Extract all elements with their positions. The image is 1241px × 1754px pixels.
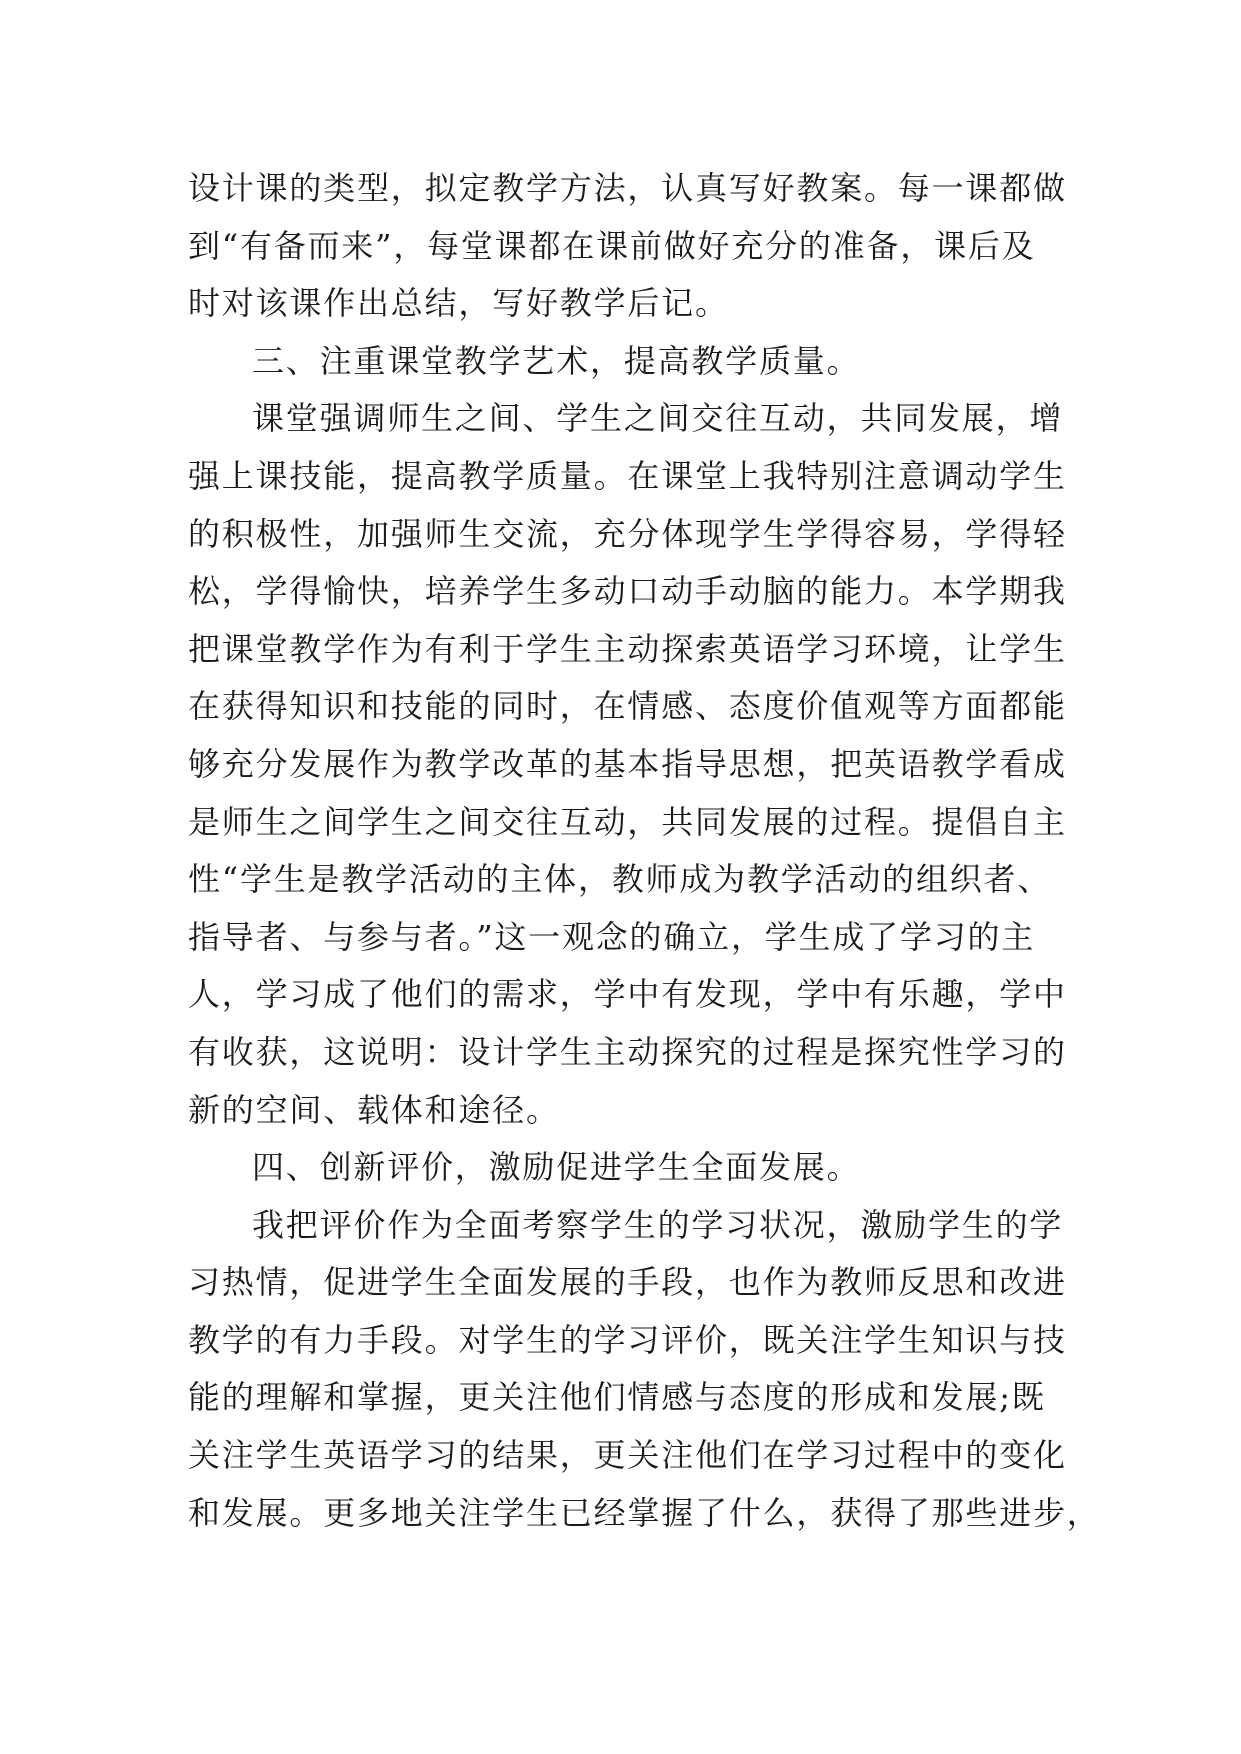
text-line: 习热情，促进学生全面发展的手段，也作为教师反思和改进: [188, 1263, 1067, 1302]
text-line: 性“学生是教学活动的主体，教师成为教学活动的组织者、: [188, 860, 1052, 899]
text-line: 在获得知识和技能的同时，在情感、态度价值观等方面都能: [188, 687, 1067, 726]
text-line: 人，学习成了他们的需求，学中有发现，学中有乐趣，学中: [188, 975, 1067, 1014]
text-line: 新的空间、载体和途径。: [188, 1090, 560, 1129]
body-text: [188, 160, 1101, 1542]
text-line: 我把评价作为全面考察学生的学习状况，激励学生的学: [252, 1205, 1064, 1244]
text-line: 能的理解和掌握，更关注他们情感与态度的形成和发展;既: [188, 1378, 1046, 1417]
text-line: 和发展。更多地关注学生已经掌握了什么，获得了那些进步，: [188, 1493, 1101, 1532]
text-line: 教学的有力手段。对学生的学习评价，既关注学生知识与技: [188, 1320, 1067, 1359]
text-line: 指导者、与参与者。”这一观念的确立，学生成了学习的主: [188, 917, 1036, 956]
text-line: 有收获，这说明：设计学生主动探究的过程是探究性学习的: [188, 1032, 1067, 1071]
text-line: 关注学生英语学习的结果，更关注他们在学习过程中的变化: [188, 1436, 1067, 1475]
text-line: 把课堂教学作为有利于学生主动探索英语学习环境，让学生: [188, 629, 1067, 668]
text-line: 松，学得愉快，培养学生多动口动手动脑的能力。本学期我: [188, 572, 1067, 611]
text-line: 够充分发展作为教学改革的基本指导思想，把英语教学看成: [188, 744, 1067, 783]
text-line: 课堂强调师生之间、学生之间交往互动，共同发展，增: [252, 399, 1064, 438]
text-line: 是师生之间学生之间交往互动，共同发展的过程。提倡自主: [188, 802, 1067, 841]
section-heading-3: 三、注重课堂教学艺术，提高教学质量。: [252, 341, 861, 380]
text-line: 强上课技能，提高教学质量。在课堂上我特别注意调动学生: [188, 456, 1067, 495]
text-line: 时对该课作出总结，写好教学后记。: [188, 284, 729, 323]
text-line: 到“有备而来”，每堂课都在课前做好充分的准备，课后及: [188, 226, 1036, 265]
text-line: 的积极性，加强师生交流，充分体现学生学得容易，学得轻: [188, 514, 1067, 553]
section-heading-4: 四、创新评价，激励促进学生全面发展。: [252, 1148, 861, 1187]
text-line: 设计课的类型，拟定教学方法，认真写好教案。每一课都做: [188, 169, 1067, 207]
